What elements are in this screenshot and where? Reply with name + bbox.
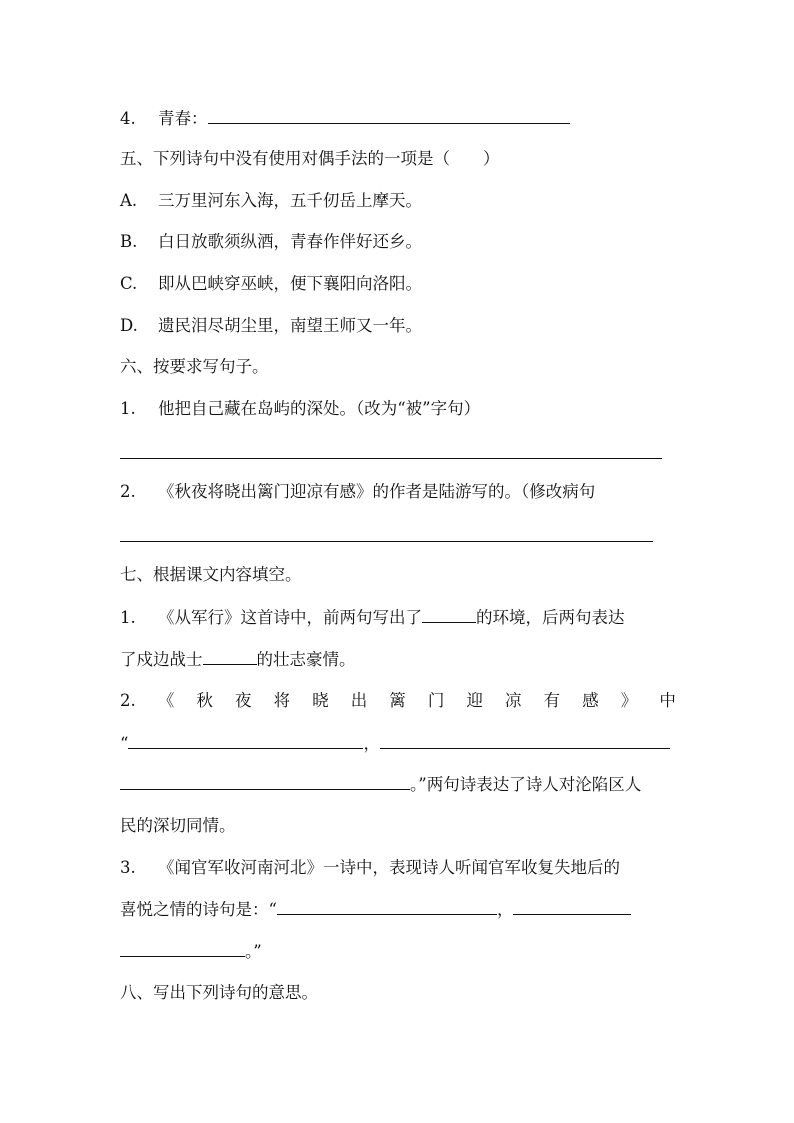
option-text: 遗民泪尽胡尘里，南望王师又一年。 (158, 316, 422, 335)
comma: ， (496, 900, 514, 919)
question-text: 《秋夜将晓出篱门迎凉有感》的作者是陆游写的。（修改病句 (158, 482, 596, 501)
answer-blank[interactable] (208, 107, 570, 124)
sec7-q1-line1 (120, 606, 676, 629)
option-c[interactable] (120, 273, 676, 295)
title-char: 夜 (234, 691, 252, 710)
section-6-title: 六、按要求写句子。 (120, 357, 269, 376)
sec7-q2-line4: 民的深切同情。 (120, 816, 236, 835)
title-char: 凉 (505, 691, 522, 710)
section-8-title: 八、写出下列诗句的意思。 (120, 983, 318, 1002)
item-number: 1. (120, 399, 136, 418)
option-letter: D. (120, 316, 138, 335)
title-char: 出 (350, 691, 368, 710)
answer-blank[interactable] (120, 940, 245, 957)
question-text: 喜悦之情的诗句是：“ (120, 900, 277, 919)
option-letter: C. (120, 274, 138, 293)
sec6-question-2 (120, 481, 676, 503)
option-letter: A. (120, 191, 138, 210)
title-char: 》 (620, 691, 638, 710)
answer-blank[interactable] (203, 648, 257, 665)
option-letter: B. (120, 232, 138, 251)
answer-line[interactable] (120, 541, 653, 542)
option-text: 三万里河东入海，五千仞岳上摩天。 (158, 191, 422, 210)
title-char: 篱 (389, 691, 406, 710)
option-text: 白日放歌须纵酒，青春作伴好还乡。 (158, 232, 422, 251)
section-7-title: 七、根据课文内容填空。 (120, 565, 302, 584)
q4-fill-line (120, 107, 676, 130)
sec7-q2-line2 (120, 732, 676, 755)
sec7-q2-line3 (120, 773, 676, 796)
sec7-q3-line3 (120, 940, 676, 963)
title-char: 迎 (466, 691, 483, 710)
question-text: 两句诗表达了诗人对沦陷区人 (426, 775, 642, 794)
question-text: 的壮志豪情。 (256, 650, 356, 669)
title-char: 晓 (312, 691, 329, 710)
answer-blank[interactable] (513, 898, 631, 915)
question-text: 的环境，后两句表达 (476, 608, 625, 627)
sec7-q3-line2 (120, 898, 676, 921)
option-d[interactable] (120, 315, 676, 337)
section-5-title: 五、下列诗句中没有使用对偶手法的一项是（ ） (120, 149, 500, 168)
question-text: 了戍边战士 (120, 650, 203, 669)
answer-blank[interactable] (120, 773, 410, 790)
question-text: 他把自己藏在岛屿的深处。（改为“被”字句） (158, 399, 481, 418)
option-a[interactable] (120, 190, 676, 212)
item-number: 1. (120, 608, 136, 627)
sec7-q3-line1 (120, 857, 676, 879)
answer-blank[interactable] (128, 732, 363, 749)
item-label: 青春： (158, 109, 208, 128)
answer-blank[interactable] (380, 732, 670, 749)
answer-blank[interactable] (277, 898, 497, 915)
title-char: 《 (157, 691, 175, 710)
sec7-q2-line1 (120, 690, 676, 712)
open-quote: “ (120, 734, 129, 753)
title-char: 秋 (196, 691, 213, 710)
close-quote: 。” (245, 942, 262, 961)
item-number: 4. (120, 109, 136, 128)
title-char: 感 (582, 691, 599, 710)
question-text: 《从军行》这首诗中，前两句写出了 (158, 608, 422, 627)
item-number: 3. (120, 858, 136, 877)
title-char: 有 (543, 691, 561, 710)
comma: ， (363, 734, 380, 753)
title-char: 中 (659, 691, 676, 710)
answer-line[interactable] (120, 458, 662, 459)
item-number: 2. (120, 691, 136, 710)
answer-blank[interactable] (422, 606, 476, 623)
option-text: 即从巴峡穿巫峡，便下襄阳向洛阳。 (158, 274, 422, 293)
title-char: 将 (273, 691, 291, 710)
title-char: 门 (427, 691, 445, 710)
question-text: 《闻官军收河南河北》一诗中，表现诗人听闻官军收复失地后的 (158, 858, 620, 877)
item-number: 2. (120, 482, 136, 501)
sec6-question-1 (120, 398, 676, 420)
close-quote: 。” (410, 775, 427, 794)
option-b[interactable] (120, 231, 676, 253)
sec7-q1-line2 (120, 648, 676, 671)
